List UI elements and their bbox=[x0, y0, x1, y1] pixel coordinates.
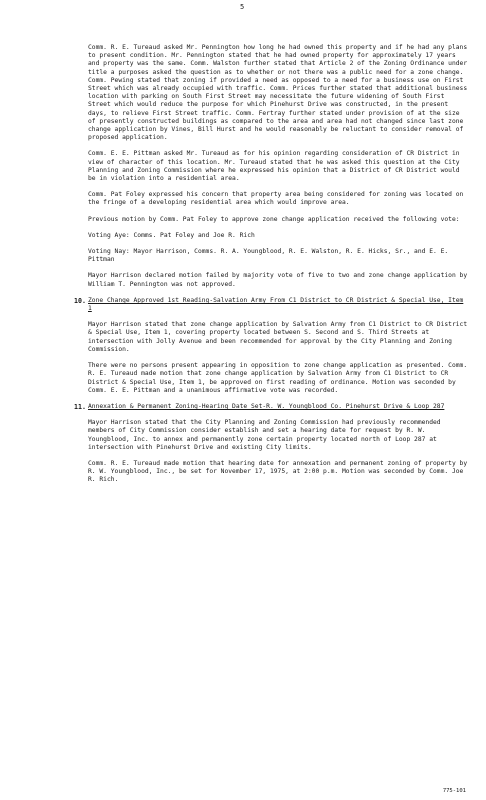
paragraph: Comm. E. E. Pittman asked Mr. Tureaud as for his opinion regarding consideration of CR District in view of character of this location. Mr. Tureaud stated that he was asked this question at the City Planning and Zoning Commission where he expressed his opinion that a District of CR District would be in violation into a residential area. bbox=[88, 150, 460, 183]
paragraph: Comm. R. E. Tureaud made motion that hearing date for annexation and permanent zoning of property by R. W. Youngblood, Inc., be set for November 17, 1975, at 2:00 p.m. Motion was seconded by Comm. Joe R. Rich. bbox=[88, 459, 468, 484]
item-title: Annexation & Permanent Zoning-Hearing Date Set-R. W. Youngblood Co. Pinehurst Drive & Loop 287 bbox=[88, 402, 445, 410]
item-title: Zone Change Approved 1st Reading-Salvation Army From C1 District to CR District & Special Use, Item 1 bbox=[88, 296, 464, 313]
paragraph: Comm. Pat Foley expressed his concern that property area being considered for zoning was located on the fringe of a developing residential area which would improve area. bbox=[88, 191, 464, 207]
vote-aye: Voting Aye: Comms. Pat Foley and Joe R. Rich bbox=[88, 231, 255, 239]
vote-nay: Voting Nay: Mayor Harrison, Comms. R. A. Youngblood, R. E. Walston, R. E. Hicks, Sr., and E. E. Pittman bbox=[88, 248, 449, 264]
page-number: 5 bbox=[240, 3, 245, 11]
paragraph: Previous motion by Comm. Pat Foley to approve zone change application received the following vote: bbox=[88, 215, 460, 223]
agenda-item-10 bbox=[74, 296, 468, 395]
paragraph: Mayor Harrison stated that the City Planning and Zoning Commission had previously recommended members of City Commission consider establish and set a hearing date for request by R. W. Youngblood, Inc. to annex and permanently zone certain property located north of Loop 287 at intersection with Pinehurst Drive and existing City limits. bbox=[88, 419, 441, 451]
paragraph: Mayor Harrison declared motion failed by majority vote of five to two and zone change application by William T. Pennington was not approved. bbox=[88, 272, 468, 288]
agenda-item-11 bbox=[74, 402, 468, 485]
paragraph: Mayor Harrison stated that zone change application by Salvation Army from C1 District to CR District & Special Use, Item 1, covering property located between S. Second and S. Third Streets at intersection with Jolly Avenue and been recommended for approval by the City Planning and Zoning Commission. bbox=[88, 321, 468, 353]
paragraph: Comm. R. E. Tureaud asked Mr. Pennington how long he had owned this property and if he had any plans to present condition. Mr. Pennington stated that he had owned property for approximately 17 years and property was the same. Comm. Walston further stated that Article 2 of the Zoning Ordinance under title a purposes asked the question as to whether or not there was a public need for a zone change. Comm. Pewing stated that zoning if provided a need as opposed to a need for a business use on First Street which was already occupied with traffic. Comm. Prices further stated that additional business location with parking on South First Street may necessitate the future widening of South First Street which would reduce the purpose for which Pinehurst Drive was constructed, in the present days, to relieve First Street traffic. Comm. Fertray further stated under provision of at the size of presently constructed buildings as compared to the area and area had not changed since last zone change application by Vines, Bill Hurst and he would reasonably be reluctant to consider removal of proposed application. bbox=[88, 44, 468, 142]
footer-code: 775-101 bbox=[442, 788, 466, 794]
item-number: 10. bbox=[74, 296, 86, 305]
paragraph: There were no persons present appearing in opposition to zone change application as presented. Comm. R. E. Tureaud made motion that zone change application by Salvation Army from C1 District to CR District & Special Use, Item 1, be approved on first reading of ordinance. Motion was seconded by Comm. E. E. Pittman and a unanimous affirmative vote was recorded. bbox=[88, 362, 468, 394]
minutes-body bbox=[74, 44, 468, 493]
item-number: 11. bbox=[74, 402, 86, 411]
